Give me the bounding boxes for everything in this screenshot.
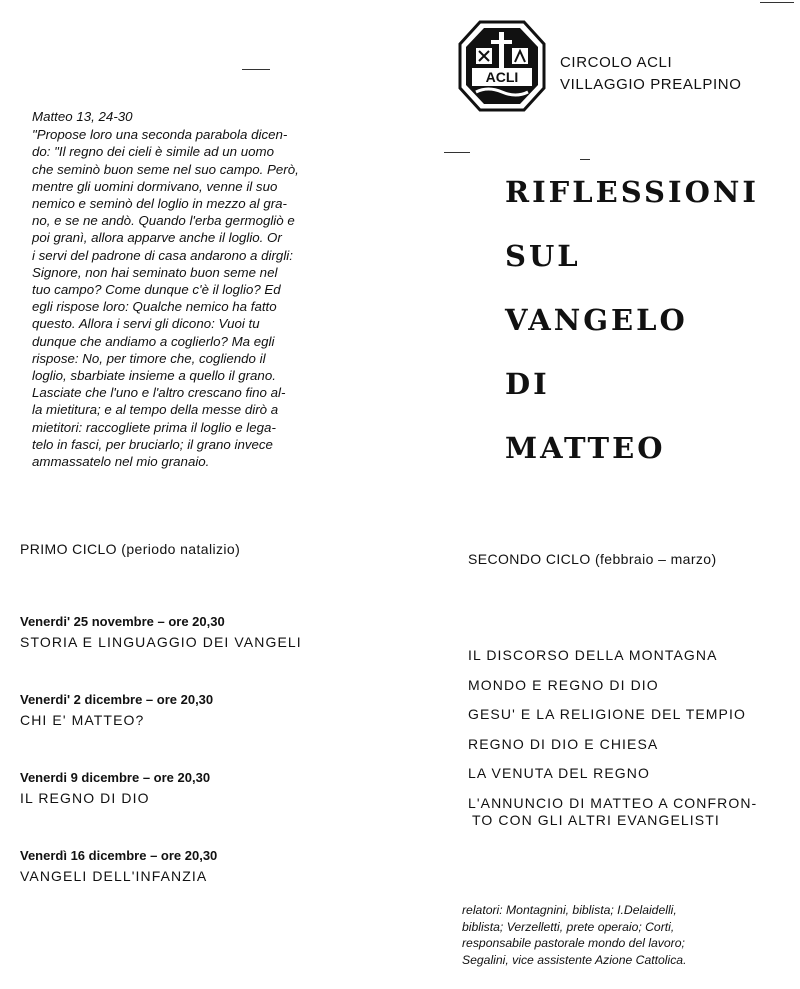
title-line: RIFLESSIONI <box>505 175 759 209</box>
topic-item: GESU' E LA RELIGIONE DEL TEMPIO <box>468 706 746 722</box>
quote-line: tuo campo? Come dunque c'è il loglio? Ed <box>32 282 281 298</box>
org-line-2: VILLAGGIO PREALPINO <box>560 76 742 93</box>
event-date: Venerdi' 2 dicembre – ore 20,30 <box>20 692 214 707</box>
scan-speck <box>242 69 270 70</box>
quote-line: i servi del padrone di casa andarono a dirgli: <box>32 247 293 263</box>
topic-item: IL DISCORSO DELLA MONTAGNA <box>468 647 718 663</box>
quote-line: telo in fasci, per bruciarlo; il grano invece <box>32 436 273 452</box>
event-item <box>20 770 302 848</box>
quote-body <box>32 126 354 470</box>
quote-line: Signore, non hai seminato buon seme nel <box>32 264 278 280</box>
quote-line: loglio, sbarbiate insieme a quello il grano. <box>32 368 276 384</box>
topic-item: REGNO DI DIO E CHIESA <box>468 735 659 752</box>
event-topic: STORIA E LINGUAGGIO DEI VANGELI <box>20 634 302 650</box>
quote-line: "Propose loro una seconda parabola dicen- <box>32 127 288 143</box>
event-item <box>20 848 302 926</box>
event-topic: VANGELI DELL'INFANZIA <box>20 868 208 884</box>
quote-line: do: "Il regno dei cieli è simile ad un uomo <box>32 144 274 160</box>
scan-speck <box>580 159 590 160</box>
event-date: Venerdi' 25 novembre – ore 20,30 <box>20 614 225 629</box>
quote-line: questo. Allora i servi gli dicono: Vuoi tu <box>32 316 260 332</box>
acli-logo <box>458 20 546 112</box>
logo-text: ACLI <box>485 69 519 85</box>
topic-item: MONDO E REGNO DI DIO <box>468 676 659 693</box>
event-topic: IL REGNO DI DIO <box>20 790 150 806</box>
quote-line: ammassatelo nel mio granaio. <box>32 454 210 470</box>
scan-speck <box>444 152 470 153</box>
scan-speck <box>760 2 794 3</box>
quote-line: nemico e seminò del loglio in mezzo al gra- <box>32 196 287 212</box>
quote-line: che seminò buon seme nel suo campo. Però, <box>32 161 299 177</box>
event-item <box>20 614 302 692</box>
quote-line: la mietitura; e al tempo della messe dirò a <box>32 402 279 418</box>
first-cycle-heading: PRIMO CICLO (periodo natalizio) <box>20 541 241 557</box>
speakers-line: biblista; Verzelletti, prete operaio; Corti, <box>462 919 675 934</box>
quote-reference: Matteo 13, 24-30 <box>32 109 133 124</box>
title-line: MATTEO <box>505 431 666 465</box>
organization-name <box>560 52 741 96</box>
quote-line: dunque che andiamo a coglierlo? Ma egli <box>32 333 275 349</box>
topic-item: L'ANNUNCIO DI MATTEO A CONFRON- <box>468 794 758 811</box>
title-line: SUL <box>505 239 581 273</box>
speakers-line: relatori: Montagnini, biblista; I.Delaidelli, <box>462 903 677 917</box>
quote-line: mentre gli uomini dormivano, venne il suo <box>32 178 278 194</box>
quote-line: poi granì, allora apparve anche il loglio. Or <box>32 230 282 246</box>
second-cycle-heading: SECONDO CICLO (febbraio – marzo) <box>468 551 717 567</box>
event-date: Venerdì 16 dicembre – ore 20,30 <box>20 848 218 863</box>
topic-item: LA VENUTA DEL REGNO <box>468 765 650 781</box>
quote-line: rispose: No, per timore che, cogliendo il <box>32 350 266 366</box>
quote-line: Lasciate che l'uno e l'altro crescano fino al- <box>32 385 286 401</box>
gospel-quote <box>32 108 354 470</box>
speakers-line: Segalini, vice assistente Azione Cattolica. <box>462 952 687 967</box>
quote-line: mietitori: raccogliete prima il loglio e lega- <box>32 419 276 435</box>
speakers-note <box>462 902 792 968</box>
event-date: Venerdi 9 dicembre – ore 20,30 <box>20 770 211 785</box>
event-topic: CHI E' MATTEO? <box>20 712 145 728</box>
quote-line: no, e se ne andò. Quando l'erba germogliò e <box>32 213 295 229</box>
event-item <box>20 692 302 770</box>
title-line: VANGELO <box>505 303 688 337</box>
org-line-1: CIRCOLO ACLI <box>560 54 673 71</box>
page-title <box>505 172 759 492</box>
topic-item-continuation: TO CON GLI ALTRI EVANGELISTI <box>472 812 720 828</box>
title-line: DI <box>505 367 550 401</box>
second-cycle-topics <box>468 647 757 842</box>
first-cycle-events <box>20 614 302 926</box>
speakers-line: responsabile pastorale mondo del lavoro; <box>462 936 685 950</box>
quote-line: egli rispose loro: Qualche nemico ha fatto <box>32 299 277 315</box>
